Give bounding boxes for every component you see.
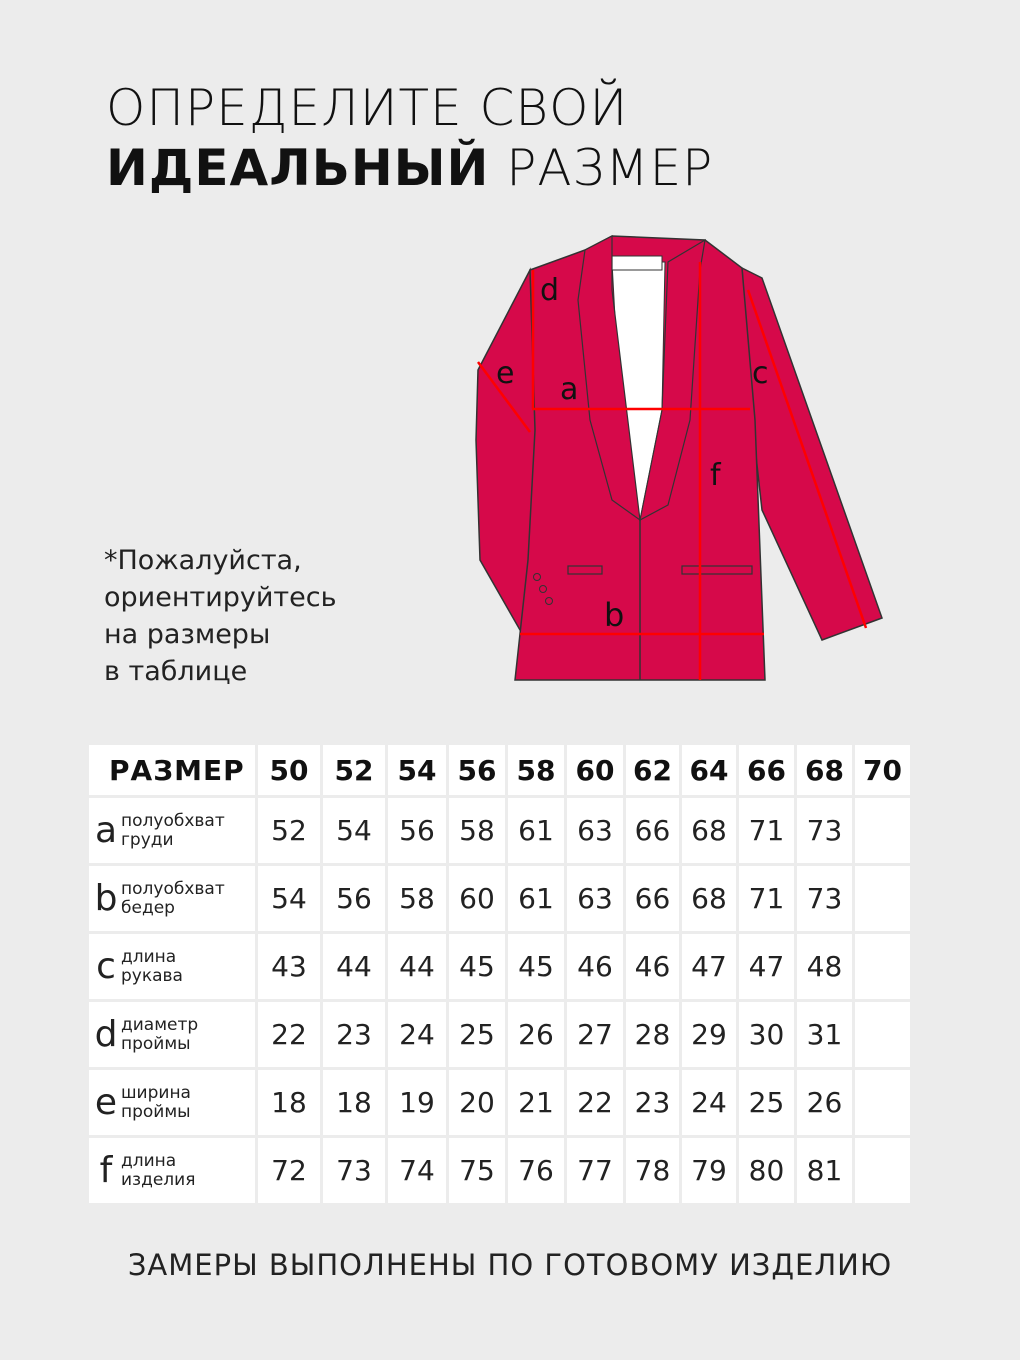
jacket-pocket-left: [568, 566, 602, 574]
table-row: [89, 866, 910, 931]
table-cell: 63: [567, 866, 623, 931]
table-cell: 68: [682, 798, 736, 863]
table-cell: 46: [626, 934, 679, 999]
size-header-60: 60: [567, 745, 623, 795]
table-cell: 56: [388, 798, 446, 863]
table-cell: 26: [797, 1070, 852, 1135]
row-letter: a: [94, 810, 118, 851]
size-header-52: 52: [323, 745, 385, 795]
table-cell: 54: [323, 798, 385, 863]
table-cell: 25: [449, 1002, 505, 1067]
table-cell: 30: [739, 1002, 794, 1067]
table-cell: 44: [323, 934, 385, 999]
row-description: длина изделия: [121, 1150, 196, 1190]
table-cell: [855, 934, 910, 999]
row-description: полуобхват груди: [121, 810, 225, 850]
jacket-measurement-diagram: [460, 225, 900, 695]
table-cell: 45: [508, 934, 564, 999]
table-cell: [855, 1002, 910, 1067]
row-label: [89, 866, 255, 931]
size-header-58: 58: [508, 745, 564, 795]
row-description: длина рукава: [121, 946, 183, 986]
table-cell: 81: [797, 1138, 852, 1203]
table-cell: 54: [258, 866, 320, 931]
row-description: диаметр проймы: [121, 1014, 199, 1054]
table-cell: 71: [739, 866, 794, 931]
size-header-label: РАЗМЕР: [89, 745, 255, 795]
measure-label-c: c: [752, 356, 769, 391]
table-cell: 29: [682, 1002, 736, 1067]
row-letter: f: [99, 1150, 113, 1191]
table-cell: 24: [388, 1002, 446, 1067]
table-cell: 76: [508, 1138, 564, 1203]
table-cell: 22: [567, 1070, 623, 1135]
table-cell: 45: [449, 934, 505, 999]
table-cell: 47: [682, 934, 736, 999]
measure-label-f: f: [710, 458, 721, 493]
size-note: *Пожалуйста, ориентируйтесь на размеры в таблице: [104, 545, 337, 687]
row-letter: c: [96, 946, 116, 987]
table-cell: [855, 798, 910, 863]
row-letter: e: [94, 1082, 118, 1123]
table-cell: 71: [739, 798, 794, 863]
table-row: [89, 1138, 910, 1203]
size-header-64: 64: [682, 745, 736, 795]
table-cell: 44: [388, 934, 446, 999]
measure-label-b: b: [604, 596, 625, 634]
table-cell: 66: [626, 798, 679, 863]
table-cell: 18: [323, 1070, 385, 1135]
table-cell: 58: [449, 798, 505, 863]
row-label: [89, 1070, 255, 1135]
table-cell: 58: [388, 866, 446, 931]
table-cell: 61: [508, 798, 564, 863]
table-row: [89, 798, 910, 863]
table-cell: 74: [388, 1138, 446, 1203]
table-cell: 28: [626, 1002, 679, 1067]
table-cell: 77: [567, 1138, 623, 1203]
title-line-1: ОПРЕДЕЛИТЕ СВОЙ: [106, 79, 629, 137]
size-header-62: 62: [626, 745, 679, 795]
row-letter: b: [94, 878, 118, 919]
measure-label-d: d: [540, 273, 560, 308]
table-cell: 31: [797, 1002, 852, 1067]
row-label: [89, 798, 255, 863]
table-cell: 75: [449, 1138, 505, 1203]
table-cell: 48: [797, 934, 852, 999]
table-row: [89, 1070, 910, 1135]
table-cell: 66: [626, 866, 679, 931]
row-description: ширина проймы: [121, 1082, 191, 1122]
table-row: [89, 934, 910, 999]
table-cell: 24: [682, 1070, 736, 1135]
table-cell: 43: [258, 934, 320, 999]
table-cell: 73: [323, 1138, 385, 1203]
table-cell: 25: [739, 1070, 794, 1135]
table-cell: 60: [449, 866, 505, 931]
size-header-50: 50: [258, 745, 320, 795]
size-table: [86, 742, 913, 1206]
measure-label-a: a: [560, 372, 579, 407]
page-title: [106, 78, 713, 198]
table-row: [89, 1002, 910, 1067]
table-cell: 79: [682, 1138, 736, 1203]
table-cell: 73: [797, 798, 852, 863]
table-cell: [855, 1070, 910, 1135]
table-cell: 21: [508, 1070, 564, 1135]
table-cell: [855, 866, 910, 931]
footer-note: ЗАМЕРЫ ВЫПОЛНЕНЫ ПО ГОТОВОМУ ИЗДЕЛИЮ: [127, 1248, 893, 1282]
jacket-pocket-right: [682, 566, 752, 574]
table-cell: 27: [567, 1002, 623, 1067]
table-cell: 73: [797, 866, 852, 931]
title-bold-word: ИДЕАЛЬНЫЙ: [106, 139, 490, 197]
title-rest-word: РАЗМЕР: [489, 139, 714, 197]
jacket-sleeve-right: [742, 268, 882, 640]
size-header-66: 66: [739, 745, 794, 795]
measure-label-e: e: [496, 356, 515, 391]
size-header-70: 70: [855, 745, 910, 795]
row-label: [89, 934, 255, 999]
row-description: полуобхват бедер: [121, 878, 225, 918]
size-header-row: [89, 745, 910, 795]
table-cell: 47: [739, 934, 794, 999]
table-cell: 52: [258, 798, 320, 863]
jacket-neck: [612, 256, 662, 270]
table-cell: 68: [682, 866, 736, 931]
row-letter: d: [94, 1014, 118, 1055]
table-cell: [855, 1138, 910, 1203]
table-cell: 23: [626, 1070, 679, 1135]
size-header-68: 68: [797, 745, 852, 795]
table-cell: 56: [323, 866, 385, 931]
table-cell: 61: [508, 866, 564, 931]
title-line-2: [106, 138, 713, 198]
size-header-54: 54: [388, 745, 446, 795]
table-cell: 63: [567, 798, 623, 863]
table-cell: 72: [258, 1138, 320, 1203]
table-cell: 23: [323, 1002, 385, 1067]
table-cell: 20: [449, 1070, 505, 1135]
table-cell: 22: [258, 1002, 320, 1067]
table-cell: 26: [508, 1002, 564, 1067]
table-cell: 80: [739, 1138, 794, 1203]
row-label: [89, 1138, 255, 1203]
size-header-56: 56: [449, 745, 505, 795]
table-cell: 78: [626, 1138, 679, 1203]
row-label: [89, 1002, 255, 1067]
table-cell: 46: [567, 934, 623, 999]
table-cell: 18: [258, 1070, 320, 1135]
table-cell: 19: [388, 1070, 446, 1135]
